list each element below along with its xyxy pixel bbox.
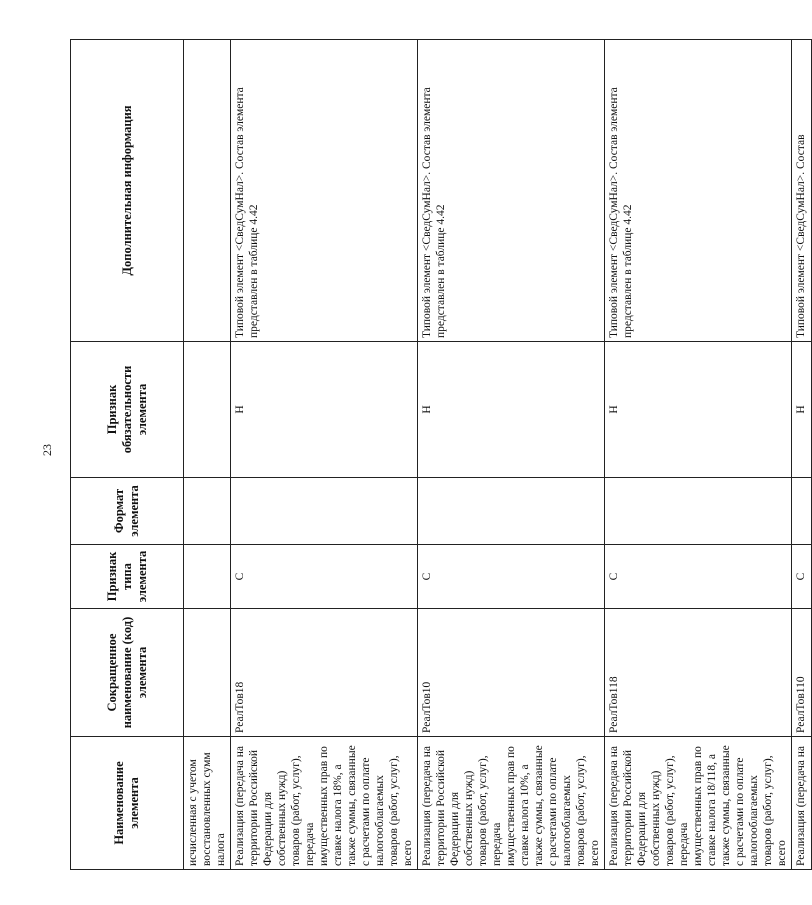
page-number: 23: [40, 444, 54, 456]
cell-element-required: Н: [418, 342, 605, 478]
cell-additional-info: Типовой элемент <СведСумНал>. Состав элемента представлен в таблице 4.42: [418, 40, 605, 342]
cell-additional-info: Типовой элемент <СведСумНал>. Состав: [792, 40, 812, 342]
cell-element-required: Н: [792, 342, 812, 478]
cell-additional-info: [184, 40, 231, 342]
cell-element-name: Реализация (передача на территории Российской Федерации для собственных нужд) товаров (работ, услуг), передача имущественных прав по ставке налога 18/118, а также суммы, связанные с расчетами по оплате налогооблагаемых товаров (работ, услуг), всего: [605, 737, 792, 870]
cell-element-format: [231, 478, 418, 545]
cell-additional-info: Типовой элемент <СведСумНал>. Состав элемента представлен в таблице 4.42: [605, 40, 792, 342]
cell-element-type: С: [418, 545, 605, 609]
table-row: [418, 40, 605, 870]
table-row: [792, 40, 812, 870]
cell-element-name: исчисленная с учетом восстановленных сумм налога: [184, 737, 231, 870]
cell-element-name: Реализация (передача на: [792, 737, 812, 870]
cell-element-format: [605, 478, 792, 545]
header-element-code: Сокращенное наименование (код) элемента: [71, 609, 184, 737]
cell-additional-info: Типовой элемент <СведСумНал>. Состав элемента представлен в таблице 4.42: [231, 40, 418, 342]
table-header-row: [71, 40, 184, 870]
cell-element-format: [418, 478, 605, 545]
cell-element-code: [184, 609, 231, 737]
header-element-type: Признак типа элемента: [71, 545, 184, 609]
table-row: [231, 40, 418, 870]
cell-element-format: [184, 478, 231, 545]
table-row: [605, 40, 792, 870]
cell-element-required: Н: [231, 342, 418, 478]
header-element-required: Признак обязательности элемента: [71, 342, 184, 478]
cell-element-type: С: [231, 545, 418, 609]
cell-element-required: Н: [605, 342, 792, 478]
cell-element-type: [184, 545, 231, 609]
cell-element-required: [184, 342, 231, 478]
element-spec-table: [70, 39, 812, 870]
cell-element-type: С: [792, 545, 812, 609]
cell-element-name: Реализация (передача на территории Российской Федерации для собственных нужд) товаров (работ, услуг), передача имущественных прав по ставке налога 10%, а также суммы, связанные с расчетами по оплате налогооблагаемых товаров (работ, услуг), всего: [418, 737, 605, 870]
cell-element-name: Реализация (передача на территории Российской Федерации для собственных нужд) товаров (работ, услуг), передача имущественных прав по ставке налога 18%, а также суммы, связанные с расчетами по оплате налогооблагаемых товаров (работ, услуг), всего: [231, 737, 418, 870]
cell-element-code: РеалТов18: [231, 609, 418, 737]
rotated-table-wrapper: [70, 40, 807, 870]
cell-element-format: [792, 478, 812, 545]
cell-element-type: С: [605, 545, 792, 609]
header-additional-info: Дополнительная информация: [71, 40, 184, 342]
table-row: [184, 40, 231, 870]
cell-element-code: РеалТов10: [418, 609, 605, 737]
cell-element-code: РеалТов118: [605, 609, 792, 737]
cell-element-code: РеалТов110: [792, 609, 812, 737]
header-element-name: Наименование элемента: [71, 737, 184, 870]
header-element-format: Формат элемента: [71, 478, 184, 545]
